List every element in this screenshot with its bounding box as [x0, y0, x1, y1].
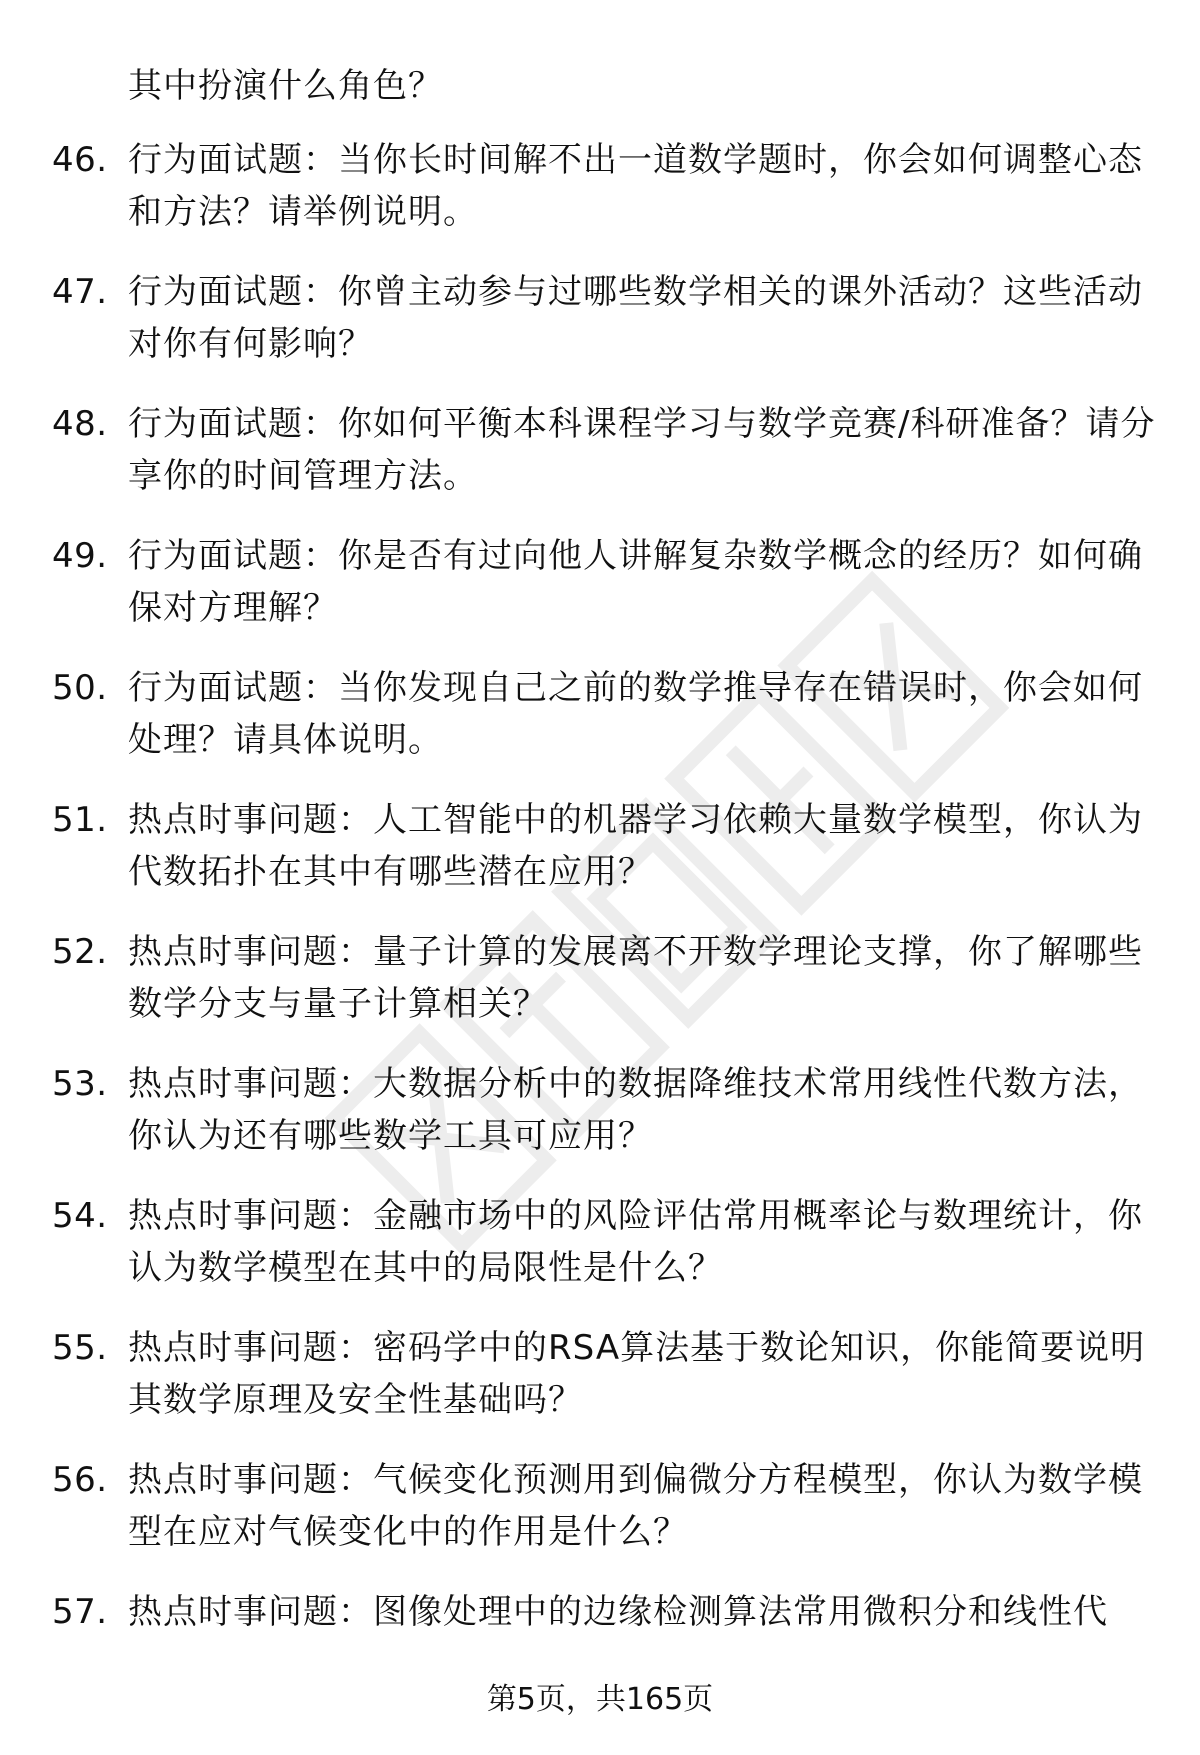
question-number: 49.: [52, 536, 108, 576]
continuation-text: 其中扮演什么角色？: [128, 66, 443, 106]
question-text: 行为面试题：当你发现自己之前的数学推导存在错误时，你会如何处理？请具体说明。: [128, 668, 1143, 760]
question-item: [0, 1322, 1200, 1454]
question-number: 48.: [52, 404, 108, 444]
question-text: 热点时事问题：量子计算的发展离不开数学理论支撑，你了解哪些数学分支与量子计算相关？: [128, 932, 1143, 1024]
question-text: 热点时事问题：金融市场中的风险评估常用概率论与数理统计，你认为数学模型在其中的局限性是什么？: [128, 1196, 1143, 1288]
question-item: [0, 530, 1200, 662]
question-number: 51.: [52, 800, 108, 840]
question-number: 50.: [52, 668, 108, 708]
question-text: 行为面试题：你如何平衡本科课程学习与数学竞赛/科研准备？请分享你的时间管理方法。: [128, 404, 1156, 496]
question-item: [0, 1454, 1200, 1586]
question-number: 56.: [52, 1460, 108, 1500]
question-item: [0, 662, 1200, 794]
page-footer: 第5页，共165页: [486, 1682, 714, 1717]
question-text: 热点时事问题：大数据分析中的数据降维技术常用线性代数方法，你认为还有哪些数学工具可应用？: [128, 1064, 1143, 1156]
question-text: 行为面试题：你曾主动参与过哪些数学相关的课外活动？这些活动对你有何影响？: [128, 272, 1143, 364]
question-list: [0, 134, 1200, 1718]
question-text: 热点时事问题：密码学中的RSA算法基于数论知识，你能简要说明其数学原理及安全性基础吗？: [128, 1328, 1146, 1420]
question-item: [0, 1058, 1200, 1190]
question-number: 57.: [52, 1592, 108, 1632]
question-text: 热点时事问题：人工智能中的机器学习依赖大量数学模型，你认为代数拓扑在其中有哪些潜在应用？: [128, 800, 1143, 892]
question-number: 47.: [52, 272, 108, 312]
question-item: [0, 794, 1200, 926]
question-item: [0, 134, 1200, 266]
question-text: 行为面试题：当你长时间解不出一道数学题时，你会如何调整心态和方法？请举例说明。: [128, 140, 1143, 232]
question-text: 热点时事问题：图像处理中的边缘检测算法常用微积分和线性代: [128, 1592, 1108, 1632]
question-number: 54.: [52, 1196, 108, 1236]
question-item: [0, 266, 1200, 398]
question-text: 热点时事问题：气候变化预测用到偏微分方程模型，你认为数学模型在应对气候变化中的作用是什么？: [128, 1460, 1143, 1552]
question-number: 46.: [52, 140, 108, 180]
question-number: 55.: [52, 1328, 108, 1368]
question-item: [0, 1190, 1200, 1322]
question-number: 53.: [52, 1064, 108, 1104]
question-number: 52.: [52, 932, 108, 972]
question-item: [0, 926, 1200, 1058]
question-item: [0, 398, 1200, 530]
question-text: 行为面试题：你是否有过向他人讲解复杂数学概念的经历？如何确保对方理解？: [128, 536, 1143, 628]
